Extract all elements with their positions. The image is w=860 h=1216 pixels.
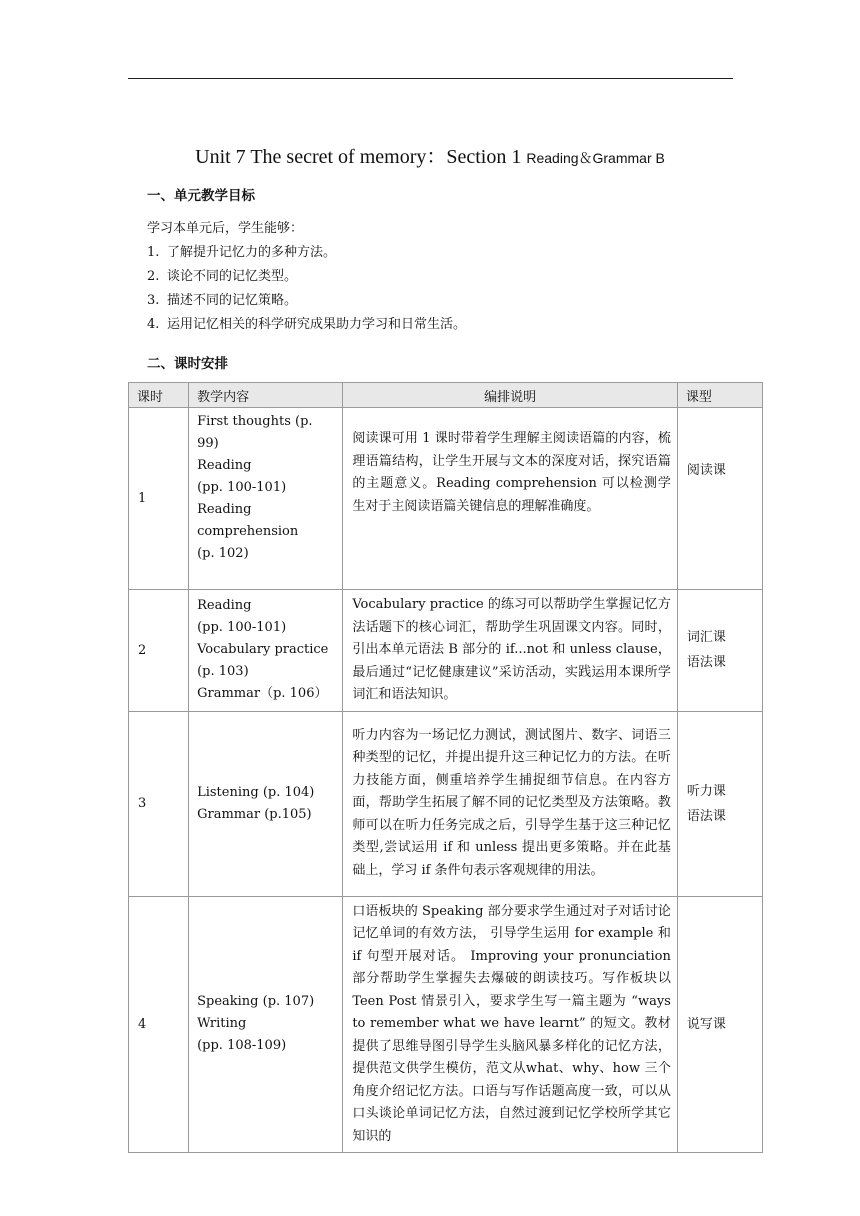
- lesson-description: 口语板块的 Speaking 部分要求学生通过对子对话讨论记忆单词的有效方法， 引导学生运用 for example 和 if 句型开展对话。 Improving your pronunciation 部分帮助学生掌握失去爆破的朗读技巧。写作板块以Teen Post 情景引入，要求学生写一篇主题为 “ways to remember what we have learnt” 的短文。教材提供了思维导图引导学生头脑风暴多样化的记忆方法，提供范文供学生模仿，范文从what、why、how 三个角度介绍记忆方法。口语与写作话题高度一致，可以从口头谈论单词记忆方法，自然过渡到记忆学校所学其它知识的: [343, 896, 678, 1153]
- lesson-number: 3: [129, 711, 189, 896]
- goal-item: 1. 了解提升记忆力的多种方法。: [147, 245, 337, 260]
- title-main: Unit 7 The secret of memory：Section 1: [195, 146, 522, 168]
- header-description: 编排说明: [343, 383, 678, 408]
- lesson-number: 4: [129, 896, 189, 1153]
- lesson-content: Listening (p. 104) Grammar (p.105): [189, 711, 343, 896]
- lesson-description: Vocabulary practice 的练习可以帮助学生掌握记忆方法话题下的核心词汇，帮助学生巩固课文内容。同时，引出本单元语法 B 部分的 if...not 和 unless clause，最后通过“记忆健康建议”采访活动，实践运用本课所学词汇和语法知识。: [343, 590, 678, 712]
- title-sub: Reading＆Grammar B: [526, 150, 665, 166]
- lesson-content: Speaking (p. 107) Writing (pp. 108-109): [189, 896, 343, 1153]
- header-rule: [128, 78, 733, 79]
- header-lesson: 课时: [129, 383, 189, 408]
- goal-item: 4. 运用记忆相关的科学研究成果助力学习和日常生活。: [147, 317, 467, 332]
- lesson-content: First thoughts (p. 99) Reading (pp. 100-101) Reading comprehension (p. 102): [189, 408, 343, 590]
- schedule-table: [128, 382, 763, 1153]
- table-row: [129, 590, 763, 712]
- lesson-type: 说写课: [677, 896, 762, 1153]
- page-title: [0, 140, 860, 169]
- goal-item: 2. 谈论不同的记忆类型。: [147, 269, 298, 284]
- lesson-content: Reading (pp. 100-101) Vocabulary practice (p. 103) Grammar（p. 106）: [189, 590, 343, 712]
- table-row: [129, 896, 763, 1153]
- section-heading-schedule: 二、课时安排: [147, 356, 228, 372]
- goals-block: [147, 217, 466, 337]
- goals-intro: 学习本单元后，学生能够：: [147, 221, 304, 236]
- lesson-number: 2: [129, 590, 189, 712]
- lesson-type: 听力课 语法课: [677, 711, 762, 896]
- lesson-description: 听力内容为一场记忆力测试，测试图片、数字、词语三种类型的记忆，并提出提升这三种记忆力的方法。在听力技能方面，侧重培养学生捕捉细节信息。在内容方面，帮助学生拓展了解不同的记忆类型及方法策略。教师可以在听力任务完成之后，引导学生基于这三种记忆类型,尝试运用 if 和 unless 提出更多策略。并在此基础上，学习 if 条件句表示客观规律的用法。: [343, 711, 678, 896]
- lesson-type: 阅读课: [677, 408, 762, 590]
- table-row: [129, 711, 763, 896]
- header-content: 教学内容: [189, 383, 343, 408]
- lesson-description: 阅读课可用 1 课时带着学生理解主阅读语篇的内容，梳理语篇结构，让学生开展与文本的深度对话，探究语篇的主题意义。Reading comprehension 可以检测学生对于主阅读语篇关键信息的理解准确度。: [343, 408, 678, 590]
- goal-item: 3. 描述不同的记忆策略。: [147, 293, 298, 308]
- lesson-type: 词汇课 语法课: [677, 590, 762, 712]
- section-heading-goals: 一、单元教学目标: [147, 188, 255, 204]
- header-type: 课型: [677, 383, 762, 408]
- table-header-row: [129, 383, 763, 408]
- lesson-number: 1: [129, 408, 189, 590]
- table-row: [129, 408, 763, 590]
